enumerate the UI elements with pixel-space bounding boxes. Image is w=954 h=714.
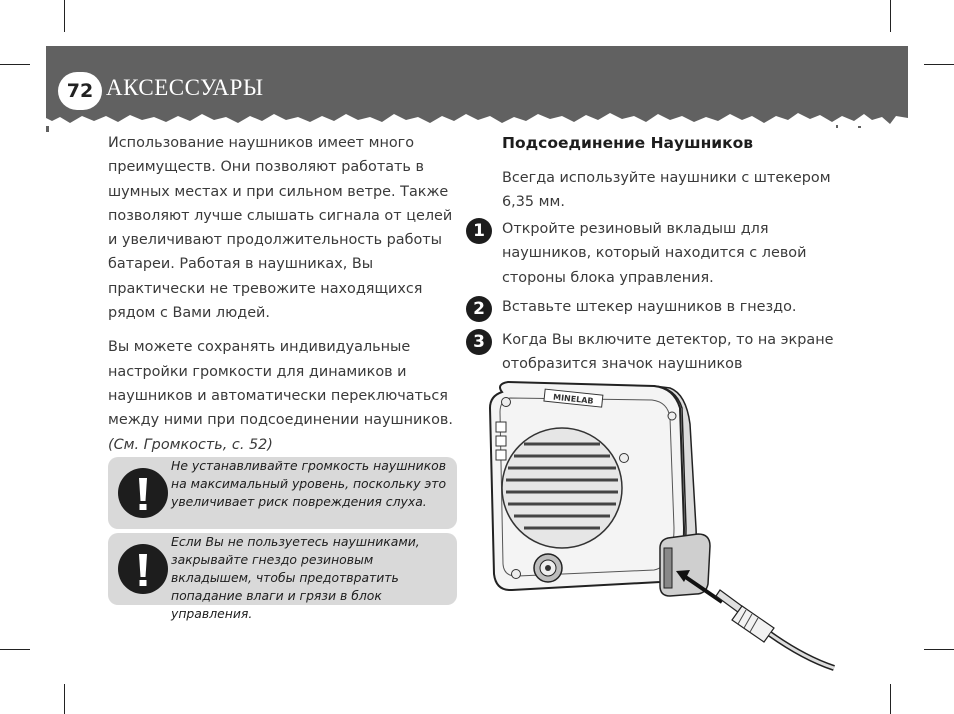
step-text-3: Когда Вы включите детектор, то на экране отобразится значок наушников [502, 332, 834, 373]
crop-mark [0, 64, 30, 65]
warning-box-socket [108, 533, 457, 621]
crop-mark [924, 649, 954, 650]
connect-heading: Подсоединение Наушников [502, 134, 754, 152]
section-title: АКСЕССУАРЫ [106, 75, 264, 100]
connect-intro: Всегда используйте наушники с штекером 6,35 мм. [502, 170, 831, 211]
warning-text-volume: Не устанавливайте громкость наушников на максимальный уровень, поскольку это увеличивает риск повреждения слуха. [171, 458, 447, 509]
step-number-1: 1 [466, 218, 492, 244]
crop-mark [890, 684, 891, 714]
crop-mark [64, 684, 65, 714]
intro-paragraph: Использование наушников имеет много преимуществ. Они позволяют работать в шумных местах и при сильном ветре. Также позволяют лучше слышать сигнала от целей и увеличивают продолжительность работы батареи. Работая в наушниках, Вы практически не тревожите находящихся рядом с Вами людей. [108, 135, 453, 322]
volume-reference: (См. Громкость, с. 52) [108, 436, 273, 453]
warning-box-volume [108, 457, 457, 529]
warning-icon [118, 544, 168, 594]
step-number-3: 3 [466, 329, 492, 355]
page-number: 72 [58, 72, 102, 110]
left-column [108, 131, 453, 457]
crop-mark [0, 649, 30, 650]
step-text-2: Вставьте штекер наушников в гнездо. [502, 299, 797, 315]
crop-mark [890, 0, 891, 32]
warning-icon [118, 468, 168, 518]
warning-text-socket: Если Вы не пользуетесь наушниками, закрывайте гнездо резиновым вкладышем, чтобы предотвратить попадание влаги и грязи в блок управления. [171, 534, 420, 621]
crop-mark [924, 64, 954, 65]
step-text-1: Откройте резиновый вкладыш для наушников, который находится с левой стороны блока управления. [502, 221, 807, 286]
control-box-illustration [484, 378, 844, 682]
step-number-2: 2 [466, 296, 492, 322]
device-label: MINELAB [552, 392, 594, 406]
volume-paragraph-text: Вы можете сохранять индивидуальные настройки громкости для динамиков и наушников и автоматически переключаться между ними при подсоединении наушников. [108, 339, 453, 429]
volume-paragraph [108, 335, 453, 456]
crop-mark [64, 0, 65, 32]
